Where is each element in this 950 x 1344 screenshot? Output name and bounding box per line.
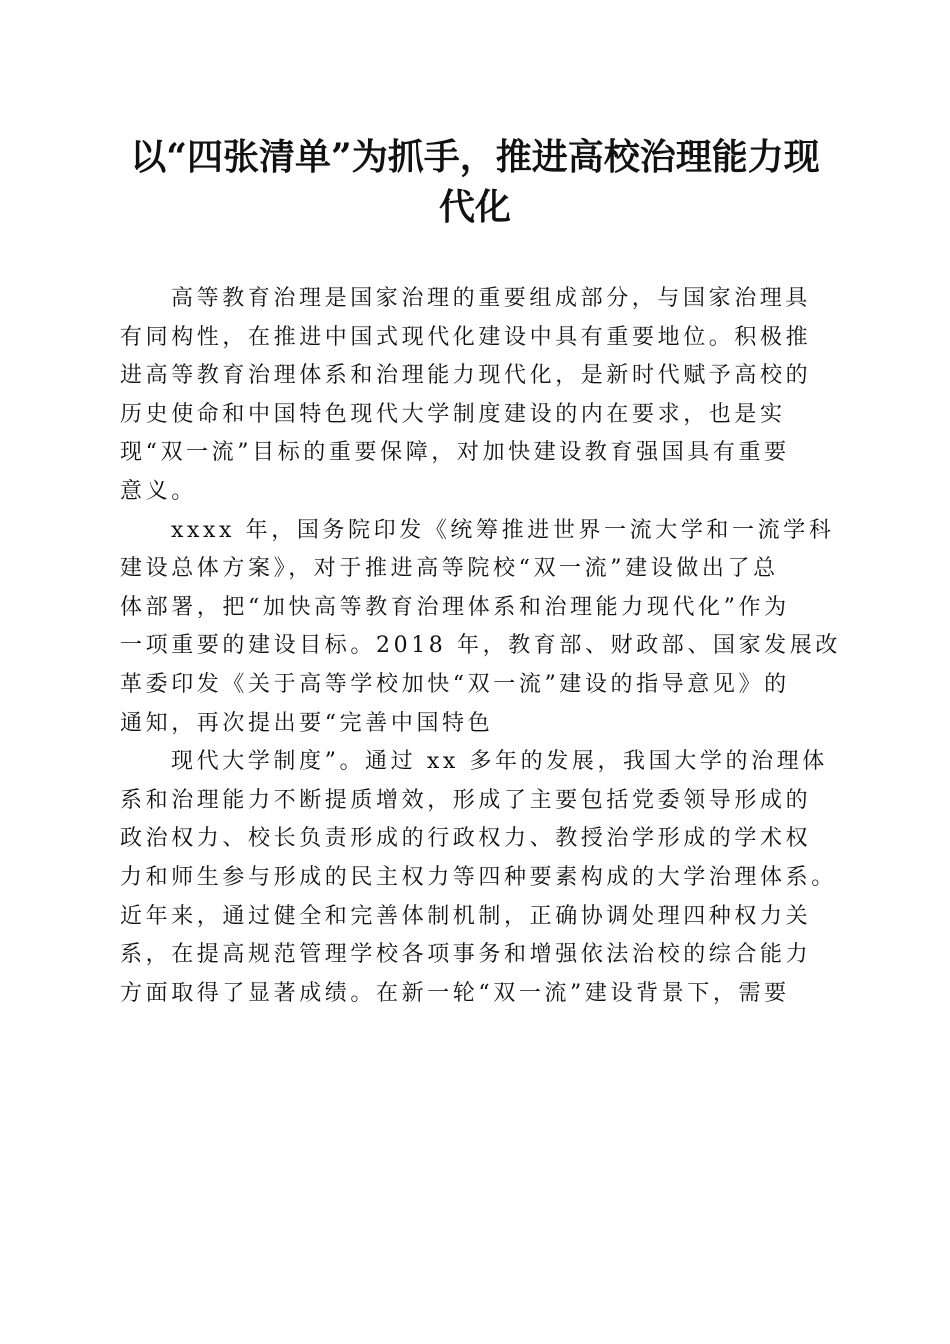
text-line: 通知，再次提出要“完善中国特色 bbox=[120, 710, 494, 736]
text-line: 现代大学制度”。通过 xx 多年的发展，我国大学的治理体 bbox=[171, 749, 828, 775]
paragraph-2 bbox=[120, 512, 841, 744]
text-line: 建设总体方案》，对于推进高等院校“双一流”建设做出了总 bbox=[120, 556, 779, 582]
paragraph-3 bbox=[120, 743, 837, 1013]
text-line: 一项重要的建设目标。2018 年，教育部、财政部、国家发展改 bbox=[120, 633, 841, 659]
paragraph-1 bbox=[120, 280, 825, 512]
text-line: 革委印发《关于高等学校加快“双一流”建设的指导意见》的 bbox=[120, 671, 790, 697]
text-line: 体部署，把“加快高等教育治理体系和治理能力现代化”作为 bbox=[120, 594, 790, 620]
text-line: 进高等教育治理体系和治理能力现代化，是新时代赋予高校的 bbox=[120, 363, 812, 389]
document-body bbox=[120, 280, 841, 1013]
text-line: 历史使命和中国特色现代大学制度建设的内在要求，也是实 bbox=[120, 401, 786, 427]
text-line: 力和师生参与形成的民主权力等四种要素构成的大学治理体系。 bbox=[120, 864, 837, 890]
text-line: 有同构性，在推进中国式现代化建设中具有重要地位。积极推 bbox=[120, 324, 812, 350]
text-line: 系，在提高规范管理学校各项事务和增强依法治校的综合能力 bbox=[120, 942, 812, 968]
document-title bbox=[110, 132, 840, 232]
text-line: 系和治理能力不断提质增效，形成了主要包括党委领导形成的 bbox=[120, 787, 812, 813]
title-line: 以“四张清单”为抓手，推进高校治理能力现 bbox=[130, 136, 820, 178]
text-line: xxxx 年，国务院印发《统筹推进世界一流大学和一流学科 bbox=[171, 517, 835, 543]
text-line: 近年来，通过健全和完善体制机制，正确协调处理四种权力关 bbox=[120, 903, 812, 929]
text-line: 方面取得了显著成绩。在新一轮“双一流”建设背景下，需要 bbox=[120, 980, 790, 1006]
title-line: 代化 bbox=[438, 186, 511, 228]
text-line: 政治权力、校长负责形成的行政权力、教授治学形成的学术权 bbox=[120, 826, 812, 852]
text-line: 现“双一流”目标的重要保障，对加快建设教育强国具有重要 bbox=[120, 440, 790, 466]
text-line: 高等教育治理是国家治理的重要组成部分，与国家治理具 bbox=[171, 286, 812, 311]
text-line: 意义。 bbox=[120, 478, 197, 504]
